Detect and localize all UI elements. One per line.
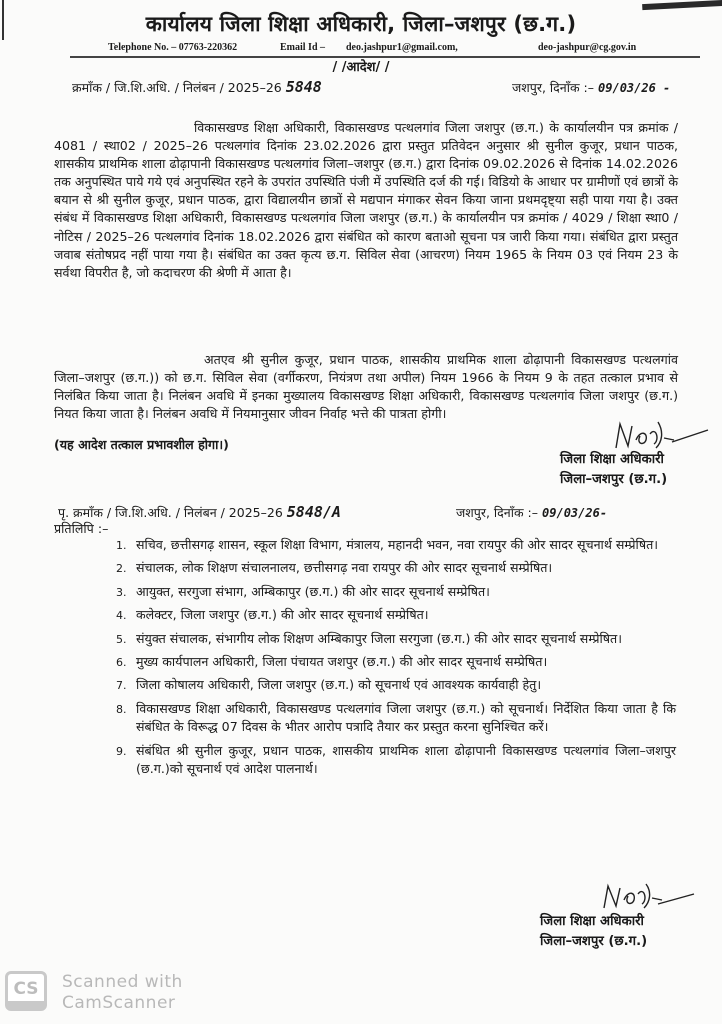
order-heading: / /आदेश/ / xyxy=(332,60,390,75)
order-paragraph-1 xyxy=(54,119,678,282)
office-title: कार्यालय जिला शिक्षा अधिकारी, जिला–जशपुर (छ.ग.) xyxy=(145,12,577,36)
list-text: संयुक्त संचालक, संभागीय लोक शिक्षण अम्बिकापुर जिला सरगुजा (छ.ग.) की ओर सादर सूचनार्थ सम्प्रेषित। xyxy=(136,630,622,646)
signature-block-2 xyxy=(540,912,647,952)
list-item xyxy=(116,559,676,577)
list-item xyxy=(116,630,676,648)
watermark-line-2: CamScanner xyxy=(62,993,176,1013)
list-item xyxy=(116,536,676,554)
list-item xyxy=(116,700,676,737)
paragraph-2-text: अतएव श्री सुनील कुजूर, प्रधान पाठक, शासकीय प्राथमिक शाला ढोढ़ापानी विकासखण्ड पत्थलगांव जिला–जशपुर (छ.ग.)) को छ.ग. सिविल सेवा (वर्गीकरण, नियंत्रण तथा अपील) नियम 1966 के नियम 9 के तहत तत्काल प्रभाव से निलंबित किया जाता है। निलंबन अवधि में इनका मुख्यालय विकासखण्ड शिक्षा अधिकारी, विकासखण्ड पत्थलगांव जिला जशपुर (छ.ग.) नियत किया जाता है। निलंबन अवधि में नियमानुसार जीवन निर्वाह भत्ते की पात्रता होगी। xyxy=(54,352,678,422)
list-number: 7. xyxy=(116,679,127,693)
scan-edge-shadow xyxy=(642,0,722,10)
telephone: Telephone No. – 07763-220362 xyxy=(108,42,238,53)
copy-label: प्रतिलिपि :– xyxy=(54,521,109,536)
list-number: 9. xyxy=(116,744,127,758)
watermark-line-1: Scanned with xyxy=(62,972,183,992)
list-text: जिला कोषालय अधिकारी, जिला जशपुर (छ.ग.) को सूचनार्थ एवं आवश्यक कार्यवाही हेतु। xyxy=(136,677,542,693)
email-label: Email Id – xyxy=(280,42,326,53)
copy-recipient-list xyxy=(116,536,676,783)
signatory-designation: जिला शिक्षा अधिकारी xyxy=(540,914,644,929)
effective-note: (यह आदेश तत्काल प्रभावशील होगा।) xyxy=(54,437,229,452)
signature-block-1 xyxy=(560,450,667,490)
order-number-prefix: क्रमॉंक / जि.शि.अधि. / निलंबन / 2025–26 xyxy=(72,80,282,95)
order-number-handwritten: 5848 xyxy=(285,78,322,96)
email-secondary: deo-jashpur@cg.gov.in xyxy=(538,42,637,53)
list-text: संचालक, लोक शिक्षण संचालनालय, छत्तीसगढ़ नवा रायपुर की ओर सादर सूचनार्थ सम्प्रेषित। xyxy=(136,560,553,576)
list-number: 5. xyxy=(116,632,127,646)
list-item xyxy=(116,653,676,671)
signatory-designation: जिला शिक्षा अधिकारी xyxy=(560,452,664,467)
copy-number xyxy=(58,503,341,521)
copy-number-handwritten: 5848/A xyxy=(286,503,341,521)
list-text: संबंधित श्री सुनील कुजूर, प्रधान पाठक, शासकीय प्राथमिक शाला ढोढ़ापानी विकासखण्ड पत्थलगांव जिला–जशपुर (छ.ग.)को सूचनार्थ एवं आदेश पालनार्थ। xyxy=(136,742,676,777)
email-primary: deo.jashpur1@gmail.com, xyxy=(346,42,458,53)
list-text: विकासखण्ड शिक्षा अधिकारी, विकासखण्ड पत्थलगांव जिला जशपुर (छ.ग.) को सूचनार्थ। निर्देशित किया जाता है कि संबंधित के विरूद्ध 07 दिवस के भीतर आरोप पत्रादि तैयार कर प्रस्तुत करना सुनिश्चित करें। xyxy=(136,700,676,735)
list-number: 8. xyxy=(116,702,127,716)
order-date xyxy=(512,79,670,96)
list-number: 1. xyxy=(116,539,127,552)
list-item xyxy=(116,583,676,601)
copy-date-label: जशपुर, दिनॉंक :– xyxy=(456,505,539,520)
signatory-district: जिला–जशपुर (छ.ग.) xyxy=(540,934,648,949)
camscanner-logo: CS xyxy=(5,971,47,1011)
list-number: 4. xyxy=(116,609,127,623)
order-number xyxy=(72,78,322,96)
paragraph-1-text: विकासखण्ड शिक्षा अधिकारी, विकासखण्ड पत्थलगांव जिला जशपुर (छ.ग.) के कार्यालयीन पत्र क्रमांक / 4081 / स्था02 / 2025–26 पत्थलगांव दिनांक 23.02.2026 द्वारा प्रस्तुत प्रतिवेदन अनुसार श्री सुनील कुजूर, प्रधान पाठक, शासकीय प्राथमिक शाला ढोढ़ापानी विकासखण्ड पत्थलगांव जिला–जशपुर (छ.ग.) द्वारा दिनांक 09.02.2026 से दिनांक 14.02.2026 तक अनुपस्थित पाये गये एवं अनुपस्थित रहने के उपरांत उपस्थिति पंजी में उपस्थिति दर्ज की गई। विडियो के आधार पर ग्रामीणों एवं छात्रों के बयान से श्री सुनील कुजूर, प्रधान पाठक, द्वारा विद्यालयीन छात्रों से मद्यपान मंगाकर सेवन किया जाना प्रथमदृष्ट्या सही पाया गया है। उक्त संबंध में विकासखण्ड शिक्षा अधिकारी, विकासखण्ड पत्थलगांव जिला जशपुर (छ.ग.) के कार्यालयीन पत्र क्रमांक / 4029 / शिक्षा स्था0 / नोटिस / 2025–26 पत्थलगांव दिनांक 18.02.2026 द्वारा संबंधित को कारण बताओ सूचना पत्र जारी किया गया। संबंधित द्वारा प्रस्तुत जवाब संतोषप्रद नहीं पाया गया है। संबंधित का उक्त कृत्य छ.ग. सिविल सेवा (आचरण) नियम 1965 के नियम 03 एवं नियम 23 के सर्वथा विपरीत है, जो कदाचरण की श्रेणी में आता है। xyxy=(54,120,678,280)
list-text: सचिव, छत्तीसगढ़ शासन, स्कूल शिक्षा विभाग, मंत्रालय, महानदी भवन, नवा रायपुर की ओर सादर सूचनार्थ सम्प्रेषित। xyxy=(136,537,659,552)
list-number: 3. xyxy=(116,585,127,599)
list-item xyxy=(116,742,676,779)
copy-number-prefix: पृ. क्रमॉंक / जि.शि.अधि. / निलंबन / 2025–26 xyxy=(58,505,283,520)
list-text: आयुक्त, सरगुजा संभाग, अम्बिकापुर (छ.ग.) की ओर सादर सूचनार्थ सम्प्रेषित। xyxy=(136,583,490,599)
list-number: 2. xyxy=(116,562,127,576)
order-date-label: जशपुर, दिनॉंक :– xyxy=(512,80,595,95)
copy-date xyxy=(456,504,607,521)
list-text: मुख्य कार्यपालन अधिकारी, जिला पंचायत जशपुर (छ.ग.) की ओर सादर सूचनार्थ सम्प्रेषित। xyxy=(136,654,548,670)
order-date-handwritten: 09/03/26 - xyxy=(598,81,671,95)
order-paragraph-2 xyxy=(54,351,678,423)
signatory-district: जिला–जशपुर (छ.ग.) xyxy=(560,472,668,487)
list-number: 6. xyxy=(116,656,127,670)
list-item xyxy=(116,676,676,694)
list-text: कलेक्टर, जिला जशपुर (छ.ग.) की ओर सादर सूचनार्थ सम्प्रेषित। xyxy=(136,607,429,623)
copy-date-handwritten: 09/03/26- xyxy=(542,506,608,520)
camscanner-watermark xyxy=(62,972,183,1014)
list-item xyxy=(116,606,676,624)
